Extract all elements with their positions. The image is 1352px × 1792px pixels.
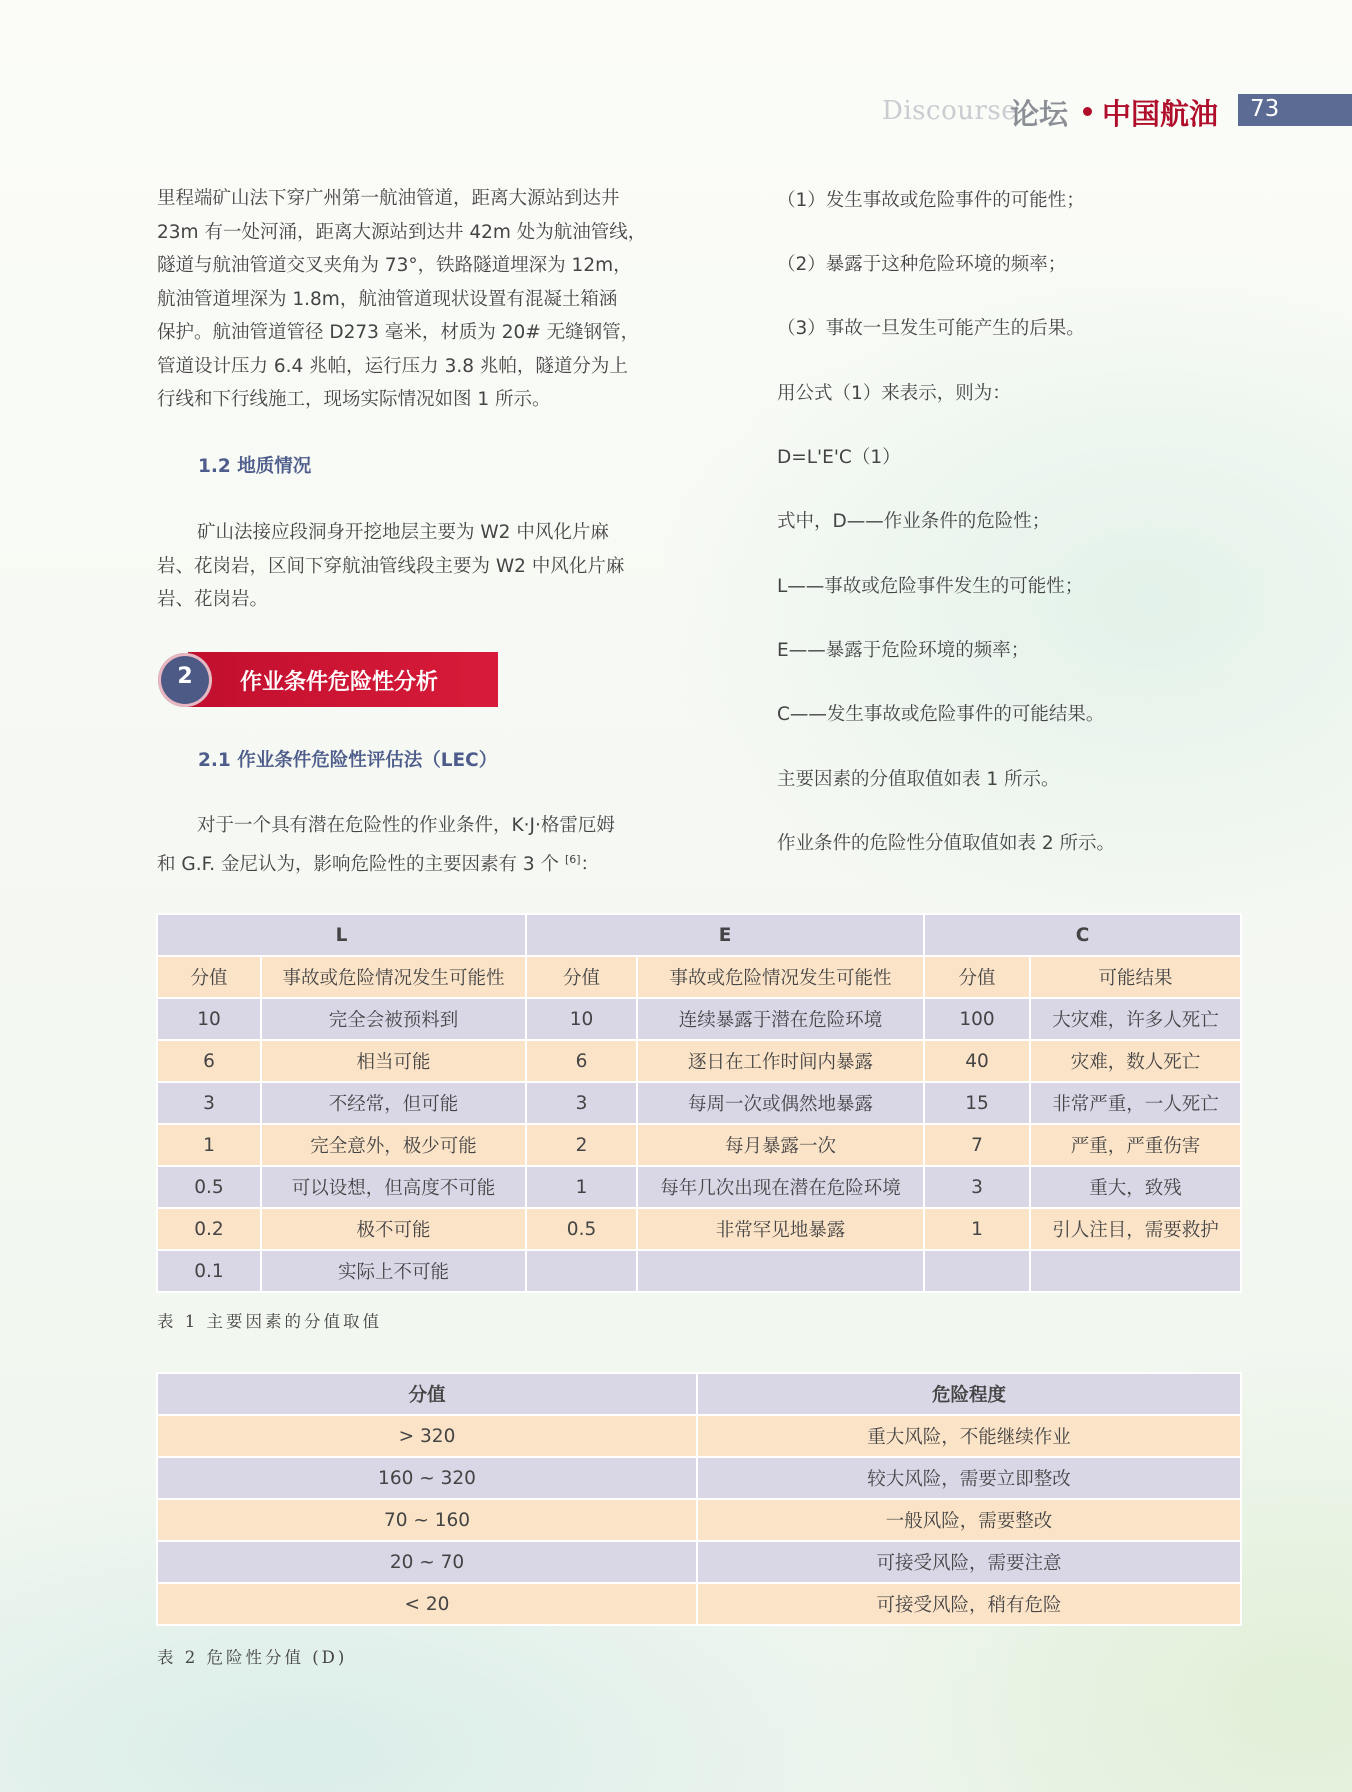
table-cell: 重大，致残: [1030, 1166, 1241, 1208]
column-header: 事故或危险情况发生可能性: [637, 956, 924, 998]
table-cell: 3: [924, 1166, 1030, 1208]
table-cell: 大灾难，许多人死亡: [1030, 998, 1241, 1040]
table-cell: 0.5: [157, 1166, 261, 1208]
table-cell: 相当可能: [261, 1040, 526, 1082]
table-cell: 6: [526, 1040, 637, 1082]
table-cell: 20 ~ 70: [157, 1541, 697, 1583]
table-cell: 一般风险，需要整改: [697, 1499, 1241, 1541]
text-line: 对于一个具有潜在危险性的作业条件，K·J·格雷厄姆: [197, 815, 615, 836]
table-group-header-row: [157, 914, 1241, 956]
table-cell: 可以设想，但高度不可能: [261, 1166, 526, 1208]
definition-l: L——事故或危险事件发生的可能性；: [777, 576, 1084, 597]
text-line: 岩、花岗岩，区间下穿航油管线段主要为 W2 中风化片麻: [157, 555, 625, 577]
table-cell: 40: [924, 1040, 1030, 1082]
geology-paragraph: [157, 516, 677, 617]
factor-line-2: （2）暴露于这种危险环境的频率；: [777, 254, 1067, 275]
table-risk-levels: [156, 1372, 1242, 1626]
group-header-c: C: [924, 914, 1241, 956]
table-cell: [637, 1250, 924, 1292]
table-cell: [1030, 1250, 1241, 1292]
text-span: ：: [580, 853, 600, 875]
table-cell: > 320: [157, 1415, 697, 1457]
table-row: [157, 1499, 1241, 1541]
table-cell: 100: [924, 998, 1030, 1040]
text-line: 航油管道埋深为 1.8m，航油管道现状设置有混凝土箱涵: [157, 288, 618, 310]
table-cell: 10: [157, 998, 261, 1040]
table-cell: 严重，严重伤害: [1030, 1124, 1241, 1166]
table-cell: 灾难，数人死亡: [1030, 1040, 1241, 1082]
table-row: [157, 998, 1241, 1040]
table-row: [157, 1040, 1241, 1082]
table-cell: [924, 1250, 1030, 1292]
table2-caption: 表 2 危险性分值 (D): [157, 1648, 348, 1667]
table-cell: 2: [526, 1124, 637, 1166]
table-cell: 可接受风险，稍有危险: [697, 1583, 1241, 1625]
factor-line-1: （1）发生事故或危险事件的可能性；: [777, 190, 1085, 211]
table-cell: 较大风险，需要立即整改: [697, 1457, 1241, 1499]
table-row: [157, 1124, 1241, 1166]
table-cell: < 20: [157, 1583, 697, 1625]
group-header-e: E: [526, 914, 924, 956]
table-row: [157, 1583, 1241, 1625]
table-factor-scores: [156, 913, 1242, 1293]
table-cell: 不经常，但可能: [261, 1082, 526, 1124]
table-subheader-row: [157, 956, 1241, 998]
table-row: [157, 1082, 1241, 1124]
table-cell: 连续暴露于潜在危险环境: [637, 998, 924, 1040]
table-cell: 每年几次出现在潜在危险环境: [637, 1166, 924, 1208]
table-cell: 1: [157, 1124, 261, 1166]
table-cell: 重大风险，不能继续作业: [697, 1415, 1241, 1457]
header-separator-dot: [1083, 107, 1092, 116]
table-cell: 完全意外，极少可能: [261, 1124, 526, 1166]
table-row: [157, 1457, 1241, 1499]
text-line: 矿山法接应段洞身开挖地层主要为 W2 中风化片麻: [197, 522, 609, 543]
table-cell: 6: [157, 1040, 261, 1082]
citation-ref: [6]: [564, 852, 581, 866]
table-header-row: [157, 1373, 1241, 1415]
formula-intro: 用公式（1）来表示，则为：: [777, 383, 1011, 404]
table-cell: 每周一次或偶然地暴露: [637, 1082, 924, 1124]
intro-paragraph: [157, 182, 677, 417]
page-number: 73: [1250, 96, 1280, 122]
subheading-geology: 1.2 地质情况: [198, 456, 312, 477]
table-cell: 0.5: [526, 1208, 637, 1250]
group-header-l: L: [157, 914, 526, 956]
table-cell: 7: [924, 1124, 1030, 1166]
table-cell: 引人注目，需要救护: [1030, 1208, 1241, 1250]
column-header: 分值: [157, 1373, 697, 1415]
header-discourse-label: Discourse: [882, 96, 1018, 126]
factor-line-3: （3）事故一旦发生可能产生的后果。: [777, 318, 1085, 339]
section-banner: [158, 652, 498, 707]
column-header: 分值: [157, 956, 261, 998]
column-header: 分值: [526, 956, 637, 998]
table2-reference: 作业条件的危险性分值取值如表 2 所示。: [777, 833, 1116, 854]
section-title: 作业条件危险性分析: [240, 670, 439, 695]
table-cell: 1: [526, 1166, 637, 1208]
table-cell: 15: [924, 1082, 1030, 1124]
text-line: 保护。航油管道管径 D273 毫米，材质为 20# 无缝钢管，: [157, 322, 640, 343]
table1-reference: 主要因素的分值取值如表 1 所示。: [777, 769, 1060, 790]
header-forum-label: 论坛: [1010, 97, 1069, 131]
text-line: [157, 843, 677, 882]
column-header: 分值: [924, 956, 1030, 998]
table-cell: [526, 1250, 637, 1292]
table-cell: 3: [157, 1082, 261, 1124]
table-row: [157, 1415, 1241, 1457]
definition-e: E——暴露于危险环境的频率；: [777, 640, 1030, 661]
table-cell: 0.2: [157, 1208, 261, 1250]
lec-paragraph: [157, 809, 677, 881]
table-row: [157, 1208, 1241, 1250]
table-cell: 10: [526, 998, 637, 1040]
definition-c: C——发生事故或危险事件的可能结果。: [777, 704, 1105, 725]
definition-d: 式中，D——作业条件的危险性；: [777, 511, 1051, 532]
table-cell: 160 ~ 320: [157, 1457, 697, 1499]
table-cell: 1: [924, 1208, 1030, 1250]
table-cell: 非常罕见地暴露: [637, 1208, 924, 1250]
table-cell: 完全会被预料到: [261, 998, 526, 1040]
table1-caption: 表 1 主要因素的分值取值: [157, 1312, 382, 1331]
table-row: [157, 1541, 1241, 1583]
text-line: 岩、花岗岩。: [157, 589, 269, 610]
table-cell: 3: [526, 1082, 637, 1124]
text-line: 里程端矿山法下穿广州第一航油管道，距离大源站到达井: [157, 188, 620, 209]
table-cell: 70 ~ 160: [157, 1499, 697, 1541]
column-header: 危险程度: [697, 1373, 1241, 1415]
text-line: 行线和下行线施工，现场实际情况如图 1 所示。: [157, 389, 551, 410]
table-cell: 可接受风险，需要注意: [697, 1541, 1241, 1583]
table-cell: 每月暴露一次: [637, 1124, 924, 1166]
table-cell: 实际上不可能: [261, 1250, 526, 1292]
column-header: 可能结果: [1030, 956, 1241, 998]
table-cell: 逐日在工作时间内暴露: [637, 1040, 924, 1082]
table-cell: 极不可能: [261, 1208, 526, 1250]
table-row: [157, 1250, 1241, 1292]
text-line: 23m 有一处河涌，距离大源站到达井 42m 处为航油管线，: [157, 221, 647, 243]
formula: D=L'E'C（1）: [777, 447, 901, 468]
table-row: [157, 1166, 1241, 1208]
text-line: 隧道与航油管道交叉夹角为 73°，铁路隧道埋深为 12m，: [157, 255, 632, 276]
subheading-lec: 2.1 作业条件危险性评估法（LEC）: [198, 750, 498, 771]
section-number: 2: [177, 664, 193, 689]
column-header: 事故或危险情况发生可能性: [261, 956, 526, 998]
header-brand: 中国航油: [1102, 97, 1219, 131]
table-cell: 非常严重，一人死亡: [1030, 1082, 1241, 1124]
table-cell: 0.1: [157, 1250, 261, 1292]
text-line: 管道设计压力 6.4 兆帕，运行压力 3.8 兆帕，隧道分为上: [157, 355, 628, 377]
text-span: 和 G.F. 金尼认为，影响危险性的主要因素有 3 个: [157, 853, 560, 875]
